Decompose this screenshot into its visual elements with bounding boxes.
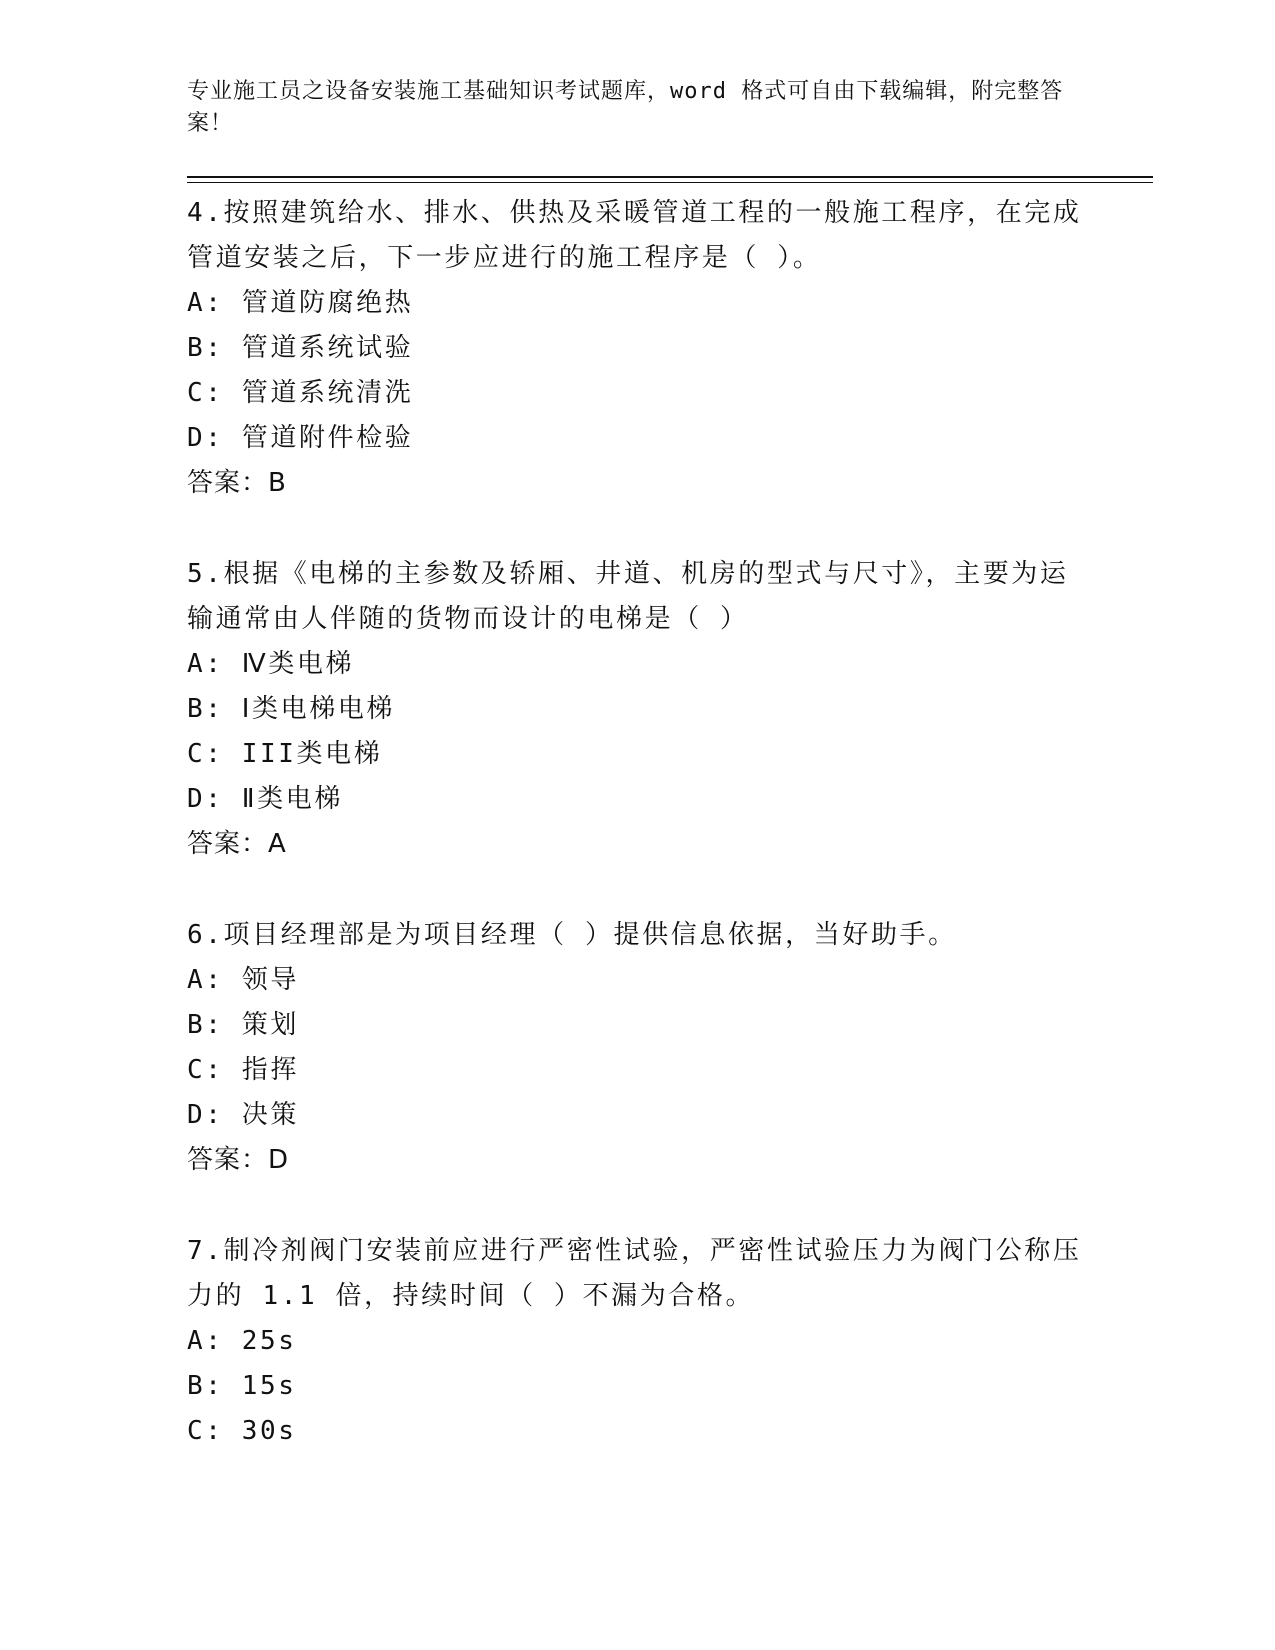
question-stem: 7.制冷剂阀门安装前应进行严密性试验，严密性试验压力为阀门公称压力的 1.1 倍，持续时间（ ）不漏为合格。 (187, 1236, 1082, 1311)
question-list (187, 191, 1087, 1454)
question-stem: 4.按照建筑给水、排水、供热及采暖管道工程的一般施工程序，在完成管道安装之后，下一步应进行的施工程序是（ ）。 (187, 198, 1082, 273)
question-7 (187, 1229, 1087, 1454)
document-header: 专业施工员之设备安装施工基础知识考试题库，word 格式可自由下载编辑，附完整答案！ (187, 79, 1064, 136)
option-c: C: 管道系统清洗 (187, 378, 414, 408)
option-a: A: 管道防腐绝热 (187, 288, 414, 318)
header-divider-thick (187, 176, 1153, 178)
option-c: C: 30s (187, 1416, 297, 1446)
answer-text: 答案：D (187, 1145, 290, 1175)
question-5 (187, 552, 1087, 867)
option-a: A: 领导 (187, 965, 299, 995)
answer-text: 答案：A (187, 829, 287, 859)
option-c: C: III类电梯 (187, 739, 383, 769)
option-b: B: 策划 (187, 1010, 299, 1040)
question-stem: 6.项目经理部是为项目经理（ ）提供信息依据，当好助手。 (187, 920, 957, 950)
question-6 (187, 913, 1087, 1183)
option-b: B: 管道系统试验 (187, 333, 414, 363)
spacer (187, 867, 1087, 913)
spacer (187, 1183, 1087, 1229)
option-d: D: Ⅱ类电梯 (187, 784, 343, 814)
question-4 (187, 191, 1087, 506)
option-a: A: Ⅳ类电梯 (187, 649, 355, 679)
option-a: A: 25s (187, 1326, 297, 1356)
option-d: D: 决策 (187, 1100, 299, 1130)
header-divider-thin (187, 182, 1153, 183)
answer-text: 答案：B (187, 468, 287, 498)
option-c: C: 指挥 (187, 1055, 299, 1085)
option-d: D: 管道附件检验 (187, 423, 414, 453)
option-b: B: 15s (187, 1371, 297, 1401)
option-b: B: Ⅰ类电梯电梯 (187, 694, 396, 724)
question-stem: 5.根据《电梯的主参数及轿厢、井道、机房的型式与尺寸》，主要为运输通常由人伴随的货物而设计的电梯是（ ） (187, 559, 1069, 634)
spacer (187, 506, 1087, 552)
